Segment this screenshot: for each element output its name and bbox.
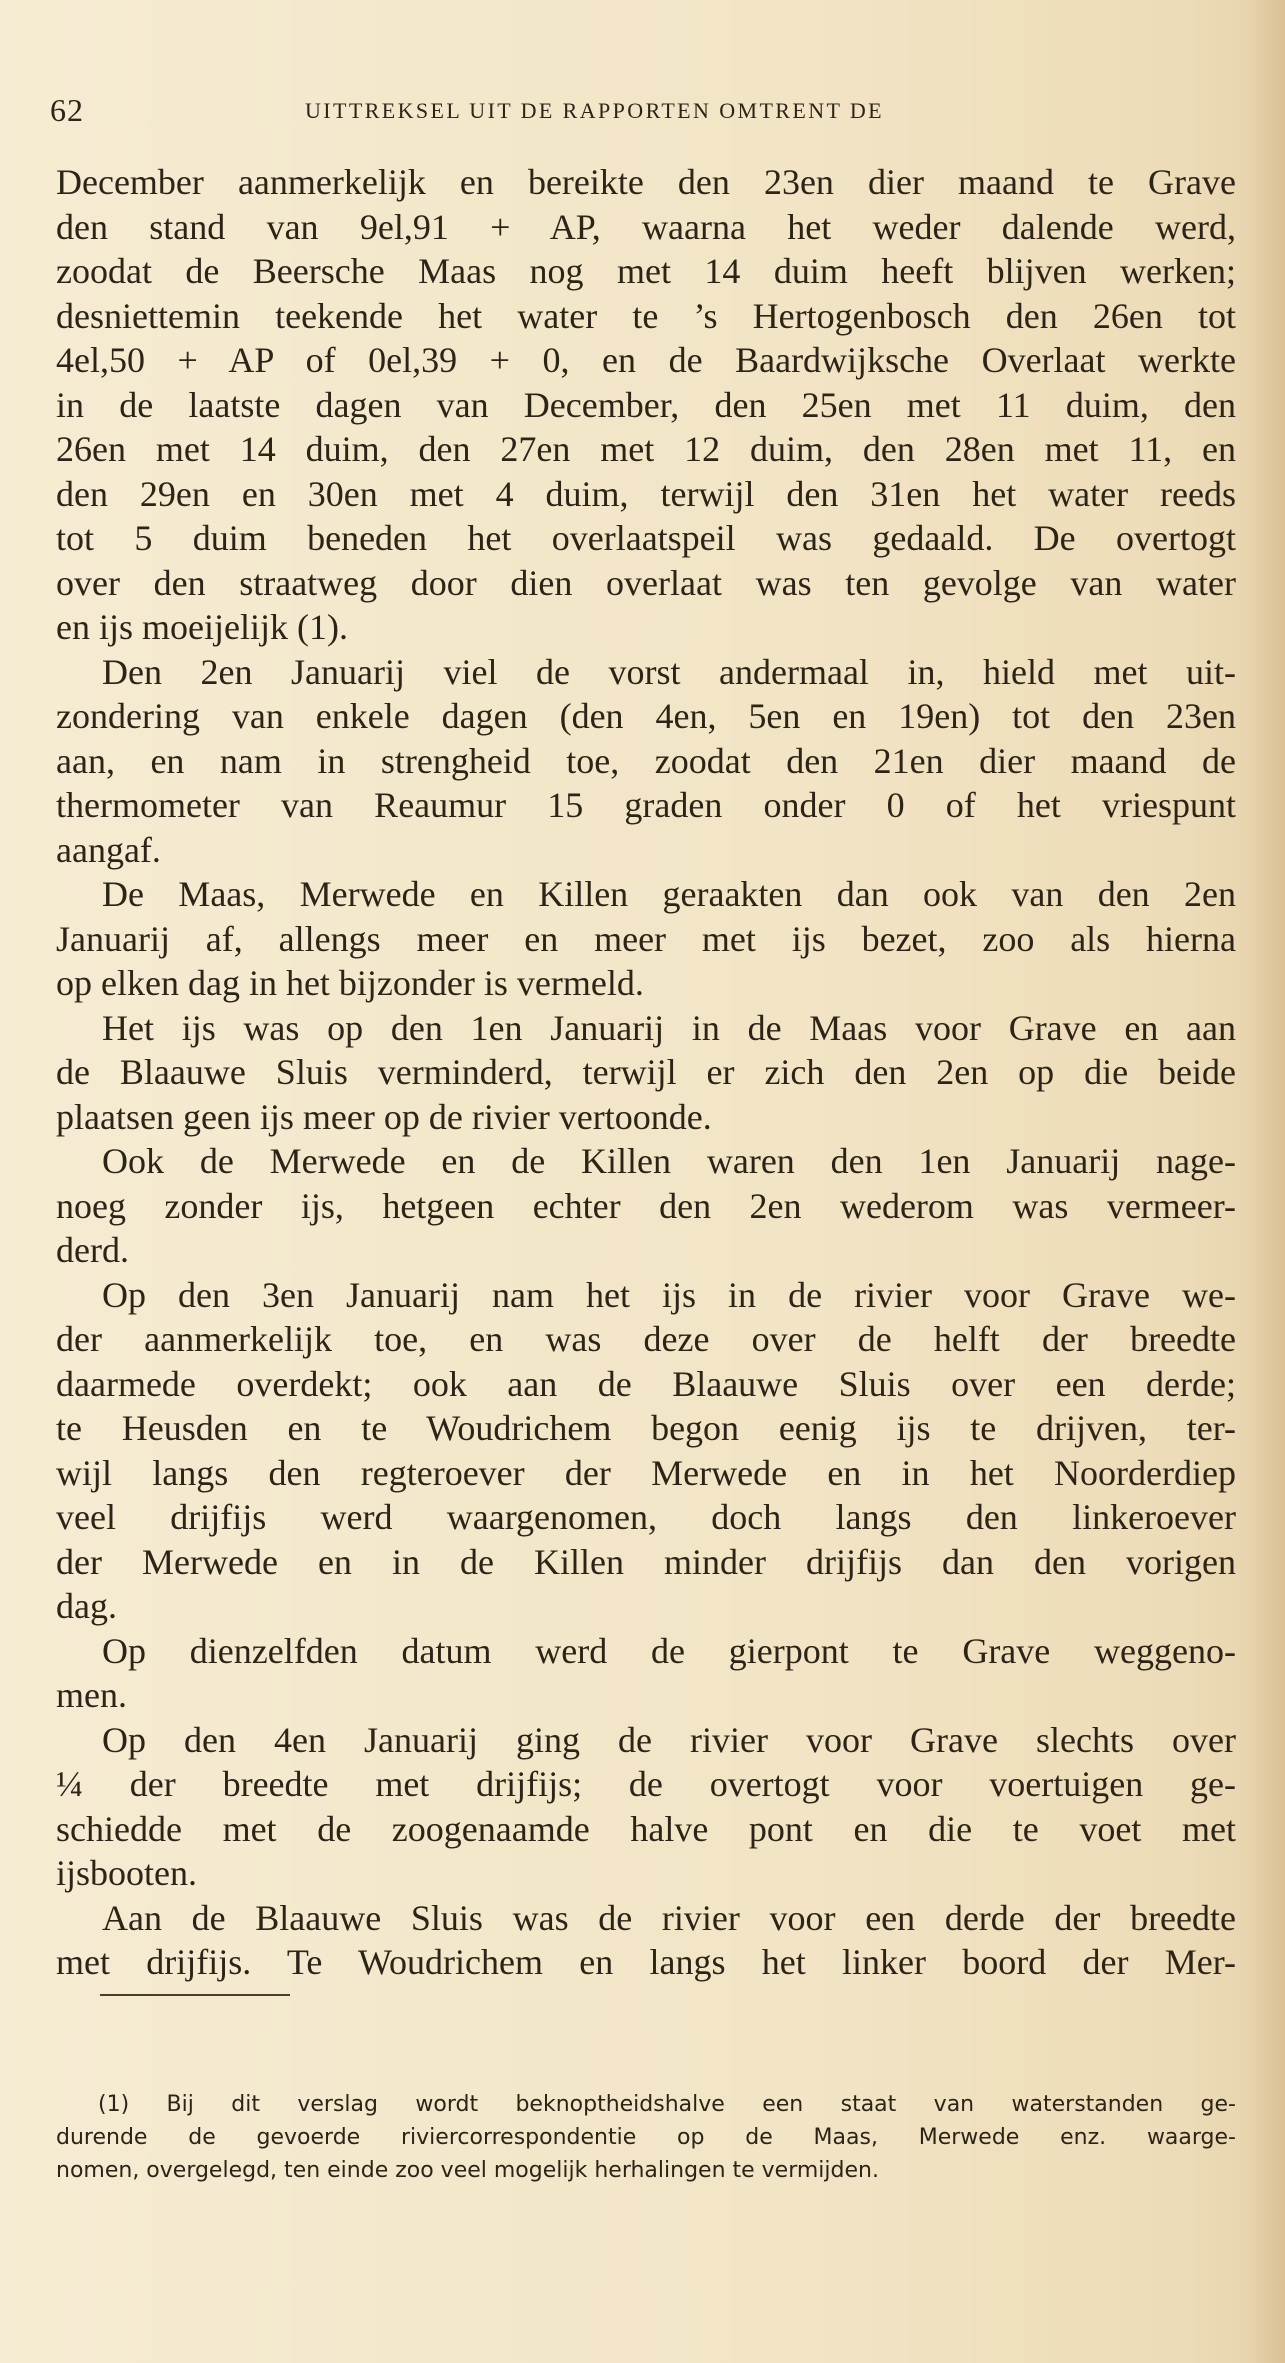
text-line: op elken dag in het bijzonder is vermeld. [56,963,644,1003]
text-line: aangaf. [56,829,161,870]
text-line: aan, en nam in strengheid toe, zoodat den 21en dier maand de [56,740,1236,781]
body-text [56,160,1236,1985]
text-line: dag. [56,1586,117,1626]
text-line: over den straatweg door dien overlaat was ten gevolge van water [56,562,1236,603]
text-line: te Heusden en te Woudrichem begon eenig ijs te drijven, ter- [56,1408,1236,1448]
text-line: en ijs moeijelijk (1). [56,607,348,647]
text-line: schiedde met de zoogenaamde halve pont en die te voet met [56,1808,1236,1849]
footnote-divider [100,1994,290,1996]
text-line: De Maas, Merwede en Killen geraakten dan ook van den 2en [102,874,1236,914]
page-number: 62 [50,92,84,128]
text-line: zoodat de Beersche Maas nog met 14 duim heeft blijven werken; [56,251,1236,291]
text-line: tot 5 duim beneden het overlaatspeil was gedaald. De overtogt [56,518,1236,558]
text-line: Op den 4en Januarij ging de rivier voor Grave slechts over [102,1719,1236,1760]
footnote-line: durende de gevoerde riviercorrespondentie op de Maas, Merwede enz. waarge- [56,2125,1236,2150]
text-line: Op den 3en Januarij nam het ijs in de rivier voor Grave we- [102,1274,1236,1315]
text-line: December aanmerkelijk en bereikte den 23en dier maand te Grave [56,162,1236,202]
text-line: Het ijs was op den 1en Januarij in de Maas voor Grave en aan [102,1007,1236,1048]
text-line: zondering van enkele dagen (den 4en, 5en en 19en) tot den 23en [56,696,1236,736]
text-line: 4el,50 + AP of 0el,39 + 0, en de Baardwijksche Overlaat werkte [56,340,1236,380]
text-line: daarmede overdekt; ook aan de Blaauwe Sluis over een derde; [56,1363,1236,1404]
footnote-line: (1) Bij dit verslag wordt beknoptheidshalve een staat van waterstanden ge- [98,2092,1236,2117]
footnotes [56,2088,1236,2187]
text-line: den stand van 9el,91 + AP, waarna het weder dalende werd, [56,206,1236,247]
text-line: der aanmerkelijk toe, en was deze over de helft der breedte [56,1319,1236,1359]
text-line: Op dienzelfden datum werd de gierpont te Grave weggeno- [102,1630,1236,1671]
text-line: thermometer van Reaumur 15 graden onder 0 of het vriespunt [56,785,1236,825]
text-line: desniettemin teekende het water te ’s Hertogenbosch den 26en tot [56,295,1236,336]
text-line: met drijfijs. Te Woudrichem en langs het linker boord der Mer- [56,1942,1236,1982]
text-line: in de laatste dagen van December, den 25en met 11 duim, den [56,384,1236,425]
text-line: der Merwede en in de Killen minder drijfijs dan den vorigen [56,1541,1236,1582]
text-line: derd. [56,1230,129,1270]
text-line: veel drijfijs werd waargenomen, doch langs den linkeroever [56,1497,1236,1537]
text-line: Januarij af, allengs meer en meer met ijs bezet, zoo als hierna [56,918,1236,959]
running-title: UITTREKSEL UIT DE RAPPORTEN OMTRENT DE [305,98,884,123]
text-line: ijsbooten. [56,1853,197,1893]
text-line: noeg zonder ijs, hetgeen echter den 2en wederom was vermeer- [56,1185,1236,1226]
text-line: 26en met 14 duim, den 27en met 12 duim, den 28en met 11, en [56,429,1236,469]
text-line: den 29en en 30en met 4 duim, terwijl den 31en het water reeds [56,473,1236,514]
footnote-line: nomen, overgelegd, ten einde zoo veel mogelijk herhalingen te vermijden. [56,2158,879,2183]
text-line: ¼ der breedte met drijfijs; de overtogt voor voertuigen ge- [56,1764,1236,1804]
text-line: de Blaauwe Sluis verminderd, terwijl er zich den 2en op die beide [56,1052,1236,1092]
text-line: Ook de Merwede en de Killen waren den 1en Januarij nage- [102,1141,1236,1181]
text-line: men. [56,1675,127,1715]
text-line: Aan de Blaauwe Sluis was de rivier voor een derde der breedte [102,1897,1236,1938]
text-line: Den 2en Januarij viel de vorst andermaal in, hield met uit- [102,651,1236,692]
page-edge-shadow [1245,0,1285,2363]
text-line: plaatsen geen ijs meer op de rivier vertoonde. [56,1096,712,1137]
text-line: wijl langs den regteroever der Merwede en in het Noorderdiep [56,1452,1236,1493]
page-header [50,92,1230,132]
